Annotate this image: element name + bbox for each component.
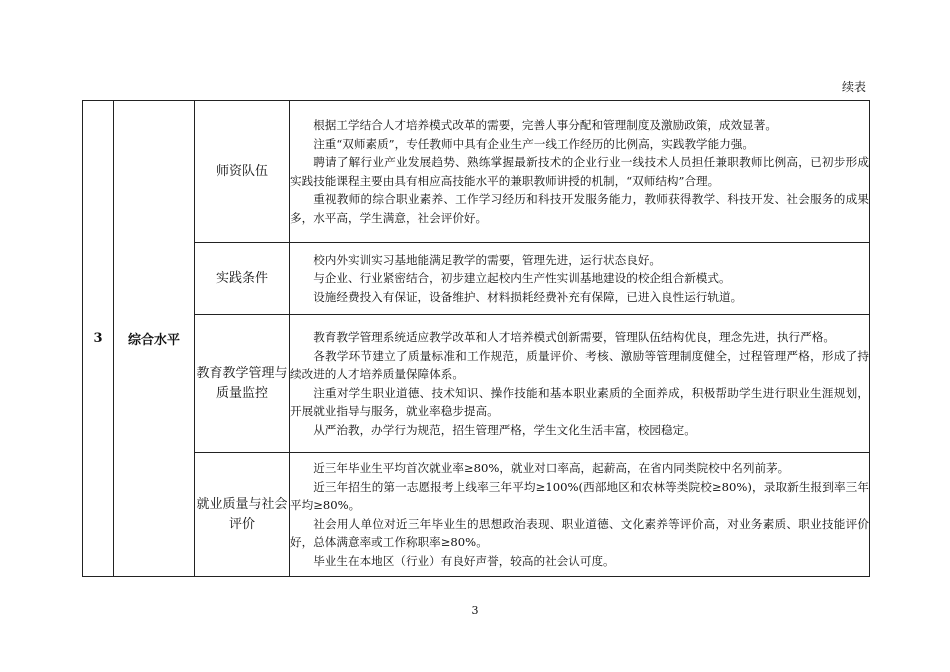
- criteria-cell: [290, 315, 870, 453]
- criteria-paragraph: 各教学环节建立了质量标准和工作规范，质量评价、考核、激励等管理制度健全，过程管理严格，形成了持续改进的人才培养质量保障体系。: [290, 348, 869, 381]
- criteria-paragraph: 聘请了解行业产业发展趋势、熟练掌握最新技术的企业行业一线技术人员担任兼职教师比例高，已初步形成实践技能课程主要由具有相应高技能水平的兼职教师讲授的机制，“双师结构”合理。: [290, 155, 869, 188]
- page-number: 3: [471, 604, 479, 617]
- criteria-paragraph: 近三年毕业生平均首次就业率≥80%，就业对口率高，起薪高，在省内同类院校中名列前茅。: [313, 461, 790, 475]
- criteria-cell: [290, 243, 870, 315]
- criteria-cell: [290, 453, 870, 577]
- sub-item-name: 教育教学管理与质量监控: [195, 315, 290, 453]
- criteria-paragraph: 校内外实训实习基地能满足教学的需要，管理先进，运行状态良好。: [313, 252, 662, 267]
- sub-item-name: 实践条件: [195, 243, 290, 315]
- criteria-paragraph: 与企业、行业紧密结合，初步建立起校内生产性实训基地建设的校企组合新模式。: [313, 271, 731, 286]
- table-row: [83, 315, 870, 453]
- continued-label: 续表: [841, 80, 866, 94]
- criteria-paragraph: 注重对学生职业道德、技术知识、操作技能和基本职业素质的全面养成，积极帮助学生进行职业生涯规划，开展就业指导与服务，就业率稳步提高。: [290, 385, 869, 418]
- criteria-paragraph: 注重“双师素质”，专任教师中具有企业生产一线工作经历的比例高，实践教学能力强。: [313, 136, 755, 151]
- sub-item-name: 就业质量与社会评价: [195, 453, 290, 577]
- table-row: [83, 101, 870, 243]
- item-number: 3: [83, 101, 114, 577]
- table-row: [83, 453, 870, 577]
- criteria-paragraph: 毕业生在本地区（行业）有良好声誉，较高的社会认可度。: [313, 553, 615, 568]
- criteria-paragraph: 教育教学管理系统适应教学改革和人才培养模式创新需要，管理队伍结构优良，理念先进，执行严格。: [313, 330, 835, 344]
- criteria-paragraph: 设施经费投入有保证，设备维护、材料损耗经费补充有保障，已进入良性运行轨道。: [313, 289, 743, 304]
- category-name: 综合水平: [114, 101, 195, 577]
- criteria-paragraph: 近三年招生的第一志愿报考上线率三年平均≥100%(西部地区和农林等类院校≥80%)，录取新生报到率三年平均≥80%。: [290, 479, 869, 512]
- table-row: [83, 243, 870, 315]
- sub-item-name: 师资队伍: [195, 101, 290, 243]
- criteria-paragraph: 重视教师的综合职业素养、工作学习经历和科技开发服务能力，教师获得教学、科技开发、社会服务的成果多，水平高，学生满意，社会评价好。: [290, 192, 869, 225]
- criteria-paragraph: 从严治教，办学行为规范，招生管理严格，学生文化生活丰富，校园稳定。: [313, 422, 696, 437]
- criteria-paragraph: 社会用人单位对近三年毕业生的思想政治表现、职业道德、文化素养等评价高，对业务素质、职业技能评价好，总体满意率或工作称职率≥80%。: [290, 516, 869, 549]
- criteria-cell: [290, 101, 870, 243]
- evaluation-table: [82, 100, 870, 577]
- criteria-paragraph: 根据工学结合人才培养模式改革的需要，完善人事分配和管理制度及激励政策，成效显著。: [313, 118, 777, 132]
